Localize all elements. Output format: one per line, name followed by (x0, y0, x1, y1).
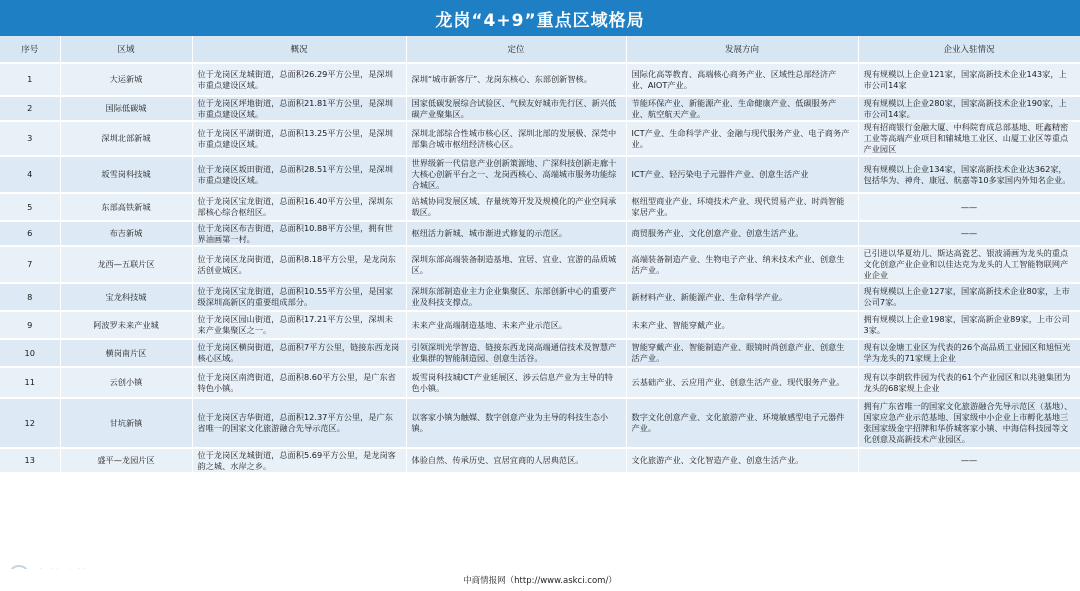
header-index: 序号 (0, 36, 60, 63)
row-enterprise: 现有规模以上企业134家，国家高新技术企业达362家，包括华为、神舟、康冠、航嘉等10多家国内外知名企业。 (858, 156, 1080, 193)
page-title: 龙岗“4+9”重点区域格局 (0, 0, 1080, 36)
row-area: 阿波罗未来产业城 (60, 311, 192, 339)
header-position: 定位 (406, 36, 626, 63)
row-overview: 位于龙岗区宝龙街道，总面积10.55平方公里，是国家级深圳高新区的重要组成部分。 (192, 283, 406, 311)
row-position: 站城协同发展区域、存量统筹开发及规模化的产业空间承载区。 (406, 193, 626, 221)
row-index: 7 (0, 246, 60, 283)
row-position: 体验自然、传承历史、宜居宜商的人居典范区。 (406, 448, 626, 473)
row-direction: 数字文化创意产业、文化旅游产业、环境敏感型电子元器件产业。 (626, 398, 858, 448)
row-position: 以客家小镇为触媒、数字创意产业为主导的科技生态小镇。 (406, 398, 626, 448)
row-overview: 位于龙岗区龙城街道，总面积26.29平方公里，是深圳市重点建设区域。 (192, 63, 406, 96)
row-direction: 高端装备制造产业、生物电子产业、纳米技术产业、创意生活产业。 (626, 246, 858, 283)
row-direction: 未来产业、智能穿戴产业。 (626, 311, 858, 339)
row-enterprise: 现有规模以上企业280家，国家高新技术企业190家，上市公司14家。 (858, 96, 1080, 121)
row-index: 9 (0, 311, 60, 339)
row-overview: 位于龙岗区龙城街道，总面积5.69平方公里，是龙岗客韵之城、水岸之乡。 (192, 448, 406, 473)
row-enterprise: —— (858, 193, 1080, 221)
row-overview: 位于龙岗区横岗街道，总面积7平方公里，链接东西龙岗核心区域。 (192, 339, 406, 367)
row-enterprise: —— (858, 448, 1080, 473)
table-header-row (0, 36, 1080, 63)
table-row (0, 311, 1080, 339)
table-row (0, 367, 1080, 398)
row-position: 坂雪岗科技城ICT产业延展区、涉云信息产业为主导的特色小镇。 (406, 367, 626, 398)
row-position: 未来产业高端制造基地、未来产业示范区。 (406, 311, 626, 339)
row-index: 10 (0, 339, 60, 367)
row-enterprise: 现有规模以上企业127家，国家高新技术企业80家，上市公司7家。 (858, 283, 1080, 311)
row-index: 6 (0, 221, 60, 246)
row-index: 8 (0, 283, 60, 311)
table-row (0, 283, 1080, 311)
row-area: 布吉新城 (60, 221, 192, 246)
region-table (0, 36, 1080, 474)
row-area: 深圳北部新城 (60, 121, 192, 156)
row-position: 深圳东部高端装备制造基地、宜居、宜业、宜游的品质城区。 (406, 246, 626, 283)
row-enterprise: 已引进以华夏幼儿、斯达高瓷艺、银波涌画为龙头的重点文化创意产业企业和以佳达克为龙头的人工智能物联网产业企业 (858, 246, 1080, 283)
row-enterprise: 拥有广东省唯一的国家文化旅游融合先导示范区（基地）、国家应急产业示范基地、国家级中小企业上市孵化基地三张国家级金字招牌和华侨城客家小镇、中海信科技园等文化创意及高新技术产业园区。 (858, 398, 1080, 448)
row-direction: ICT产业、生命科学产业、金融与现代服务产业、电子商务产业。 (626, 121, 858, 156)
row-area: 横岗南片区 (60, 339, 192, 367)
row-area: 宝龙科技城 (60, 283, 192, 311)
row-direction: 节能环保产业、新能源产业、生命健康产业、低碳服务产业、航空航天产业。 (626, 96, 858, 121)
row-direction: 国际化高等教育、高端核心商务产业、区域性总部经济产业、AIOT产业。 (626, 63, 858, 96)
table-body (0, 63, 1080, 473)
table-row (0, 448, 1080, 473)
header-overview: 概况 (192, 36, 406, 63)
row-area: 国际低碳城 (60, 96, 192, 121)
row-direction: 商贸服务产业、文化创意产业、创意生活产业。 (626, 221, 858, 246)
row-overview: 位于龙岗区坪地街道，总面积21.81平方公里，是深圳市重点建设区域。 (192, 96, 406, 121)
row-index: 4 (0, 156, 60, 193)
row-enterprise: 拥有规模以上企业198家，国家高新企业89家，上市公司3家。 (858, 311, 1080, 339)
row-area: 云创小镇 (60, 367, 192, 398)
row-overview: 位于龙岗区园山街道，总面积17.21平方公里，深圳未来产业集聚区之一。 (192, 311, 406, 339)
row-index: 1 (0, 63, 60, 96)
row-position: 深圳北部综合性城市核心区、深圳北部的发展极、深莞中部集合城市枢纽经济核心区。 (406, 121, 626, 156)
row-direction: 智能穿戴产业、智能制造产业、眼镜时尚创意产业、创意生活产业。 (626, 339, 858, 367)
row-overview: 位于龙岗区平湖街道，总面积13.25平方公里，是深圳市重点建设区域。 (192, 121, 406, 156)
row-position: 引领深圳光学智造、链接东西龙岗高端通信技术及智慧产业集群的智能制造园、创意生活谷。 (406, 339, 626, 367)
table-row (0, 156, 1080, 193)
table-row (0, 63, 1080, 96)
row-index: 3 (0, 121, 60, 156)
row-enterprise: 现有以金塘工业区为代表的26个高品质工业园区和旭恒光学为龙头的71家规上企业 (858, 339, 1080, 367)
table-row (0, 246, 1080, 283)
row-index: 12 (0, 398, 60, 448)
row-overview: 位于龙岗区龙岗街道，总面积8.18平方公里，是龙岗东活创业城区。 (192, 246, 406, 283)
row-position: 世界级新一代信息产业创新策源地、广深科技创新走廊十大核心创新平台之一、龙岗西核心、高端城市服务功能综合城区。 (406, 156, 626, 193)
row-area: 坂雪岗科技城 (60, 156, 192, 193)
header-direction: 发展方向 (626, 36, 858, 63)
row-area: 大运新城 (60, 63, 192, 96)
row-position: 深圳东部制造业主力企业集聚区、东部创新中心的重要产业及科技支撑点。 (406, 283, 626, 311)
row-overview: 位于龙岗区宝龙街道，总面积16.40平方公里，深圳东部核心综合枢纽区。 (192, 193, 406, 221)
row-position: 枢纽活力新城、城市渐进式修复的示范区。 (406, 221, 626, 246)
row-position: 国家低碳发展综合试验区、气候友好城市先行区、新兴低碳产业聚集区。 (406, 96, 626, 121)
footer-source: 中商情报网（http://www.askci.com/） (0, 569, 1080, 591)
table-row (0, 339, 1080, 367)
row-overview: 位于龙岗区吉华街道，总面积12.37平方公里，是广东省唯一的国家文化旅游融合先导示范区。 (192, 398, 406, 448)
table-row (0, 221, 1080, 246)
header-enterprise: 企业入驻情况 (858, 36, 1080, 63)
row-overview: 位于龙岗区坂田街道，总面积28.51平方公里，是深圳市重点建设区域。 (192, 156, 406, 193)
row-enterprise: —— (858, 221, 1080, 246)
table-row (0, 193, 1080, 221)
row-enterprise: 现有以李朗软件园为代表的61个产业园区和以兆驰集团为龙头的68家规上企业 (858, 367, 1080, 398)
row-direction: 云基础产业、云应用产业、创意生活产业、现代服务产业。 (626, 367, 858, 398)
row-direction: ICT产业、轻污染电子元器件产业、创意生活产业 (626, 156, 858, 193)
row-direction: 枢纽型商业产业、环境技术产业、现代贸易产业、时尚智能家居产业。 (626, 193, 858, 221)
table-row (0, 96, 1080, 121)
row-index: 11 (0, 367, 60, 398)
header-area: 区域 (60, 36, 192, 63)
row-overview: 位于龙岗区布吉街道，总面积10.88平方公里，拥有世界油画第一村。 (192, 221, 406, 246)
row-area: 甘坑新镇 (60, 398, 192, 448)
row-index: 13 (0, 448, 60, 473)
row-index: 2 (0, 96, 60, 121)
row-index: 5 (0, 193, 60, 221)
row-area: 龙西—五联片区 (60, 246, 192, 283)
row-position: 深圳“城市新客厅”、龙岗东核心、东部创新智核。 (406, 63, 626, 96)
row-overview: 位于龙岗区南湾街道，总面积8.60平方公里，是广东省特色小镇。 (192, 367, 406, 398)
table-row (0, 398, 1080, 448)
row-area: 东部高铁新城 (60, 193, 192, 221)
row-area: 盛平—龙园片区 (60, 448, 192, 473)
row-direction: 新材料产业、新能源产业、生命科学产业。 (626, 283, 858, 311)
row-direction: 文化旅游产业、文化智造产业、创意生活产业。 (626, 448, 858, 473)
row-enterprise: 现有规模以上企业121家，国家高新技术企业143家，上市公司14家 (858, 63, 1080, 96)
row-enterprise: 现有招商银行金融大厦、中科院育成总部基地、旺鑫精密工业等高端产业项目和辅城地工业区、山厦工业区等重点产业园区 (858, 121, 1080, 156)
table-row (0, 121, 1080, 156)
